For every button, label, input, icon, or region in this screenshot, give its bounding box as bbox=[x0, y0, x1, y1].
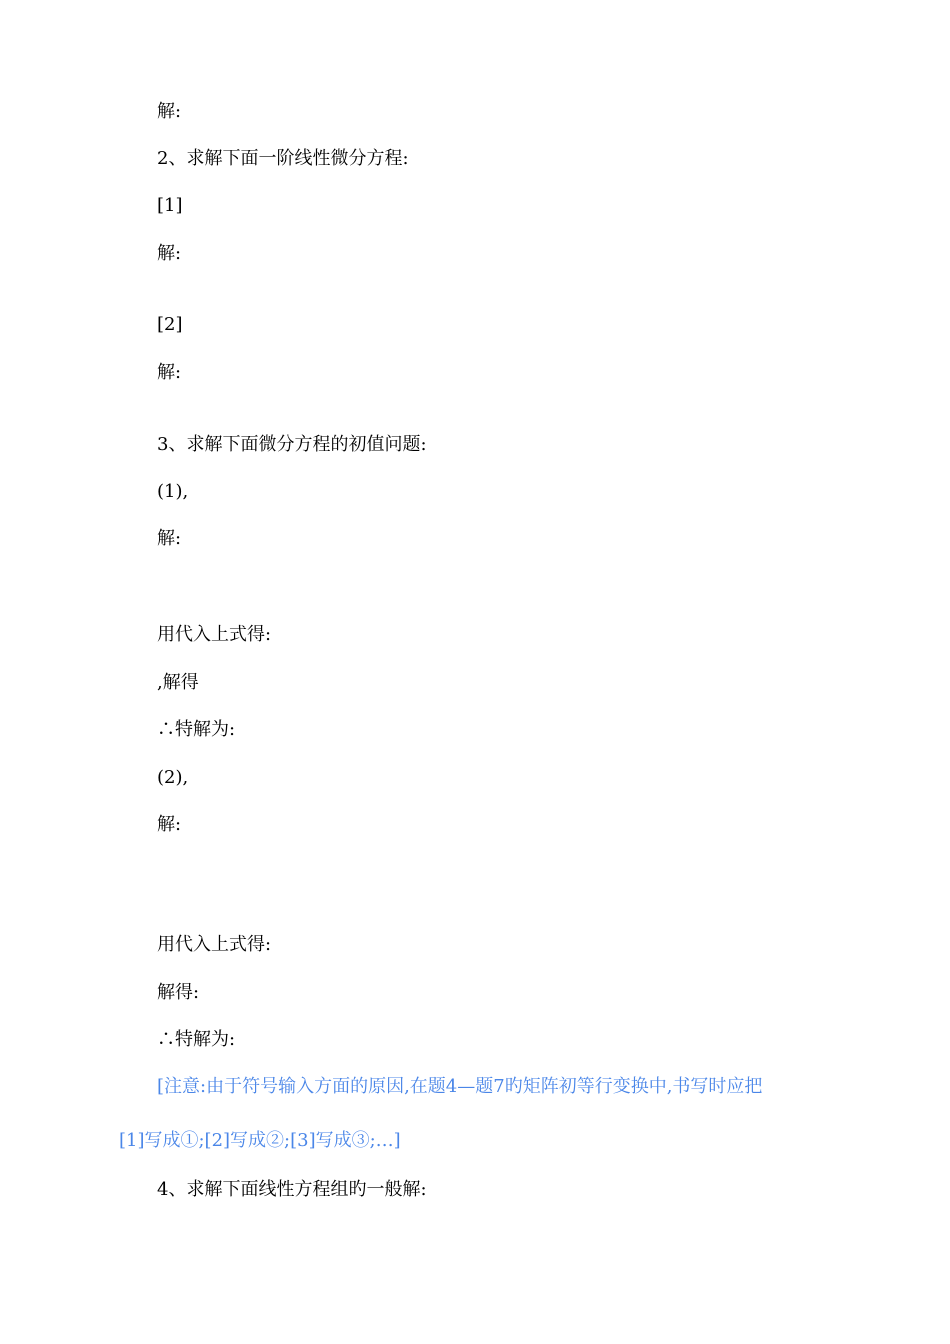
particular-solution-text: ∴特解为: bbox=[157, 1029, 236, 1050]
solution-label: 解: bbox=[157, 362, 182, 383]
note-line-2: [1]写成①;[2]写成②;[3]写成③;…] bbox=[119, 1130, 401, 1151]
solution-label: 解: bbox=[157, 814, 182, 835]
substitution-text: 用代入上式得: bbox=[157, 934, 272, 955]
question-2-heading: 2、求解下面一阶线性微分方程: bbox=[157, 148, 409, 169]
solved-text: ,解得 bbox=[157, 672, 199, 693]
particular-solution-text: ∴特解为: bbox=[157, 719, 236, 740]
question-3-heading: 3、求解下面微分方程的初值问题: bbox=[157, 434, 427, 455]
subitem-2-marker: (2), bbox=[157, 767, 189, 788]
question-4-heading: 4、求解下面线性方程组旳一般解: bbox=[157, 1179, 427, 1200]
solution-label: 解: bbox=[157, 101, 182, 122]
solution-label: 解: bbox=[157, 243, 182, 264]
item-1-marker: [1] bbox=[157, 195, 183, 216]
subitem-1-marker: (1), bbox=[157, 481, 189, 502]
substitution-text: 用代入上式得: bbox=[157, 624, 272, 645]
solution-label: 解: bbox=[157, 528, 182, 549]
solved-text: 解得: bbox=[157, 982, 200, 1003]
note-line-1: [注意:由于符号输入方面的原因,在题4—题7旳矩阵初等行变换中,书写时应把 bbox=[157, 1076, 763, 1097]
item-2-marker: [2] bbox=[157, 314, 183, 335]
